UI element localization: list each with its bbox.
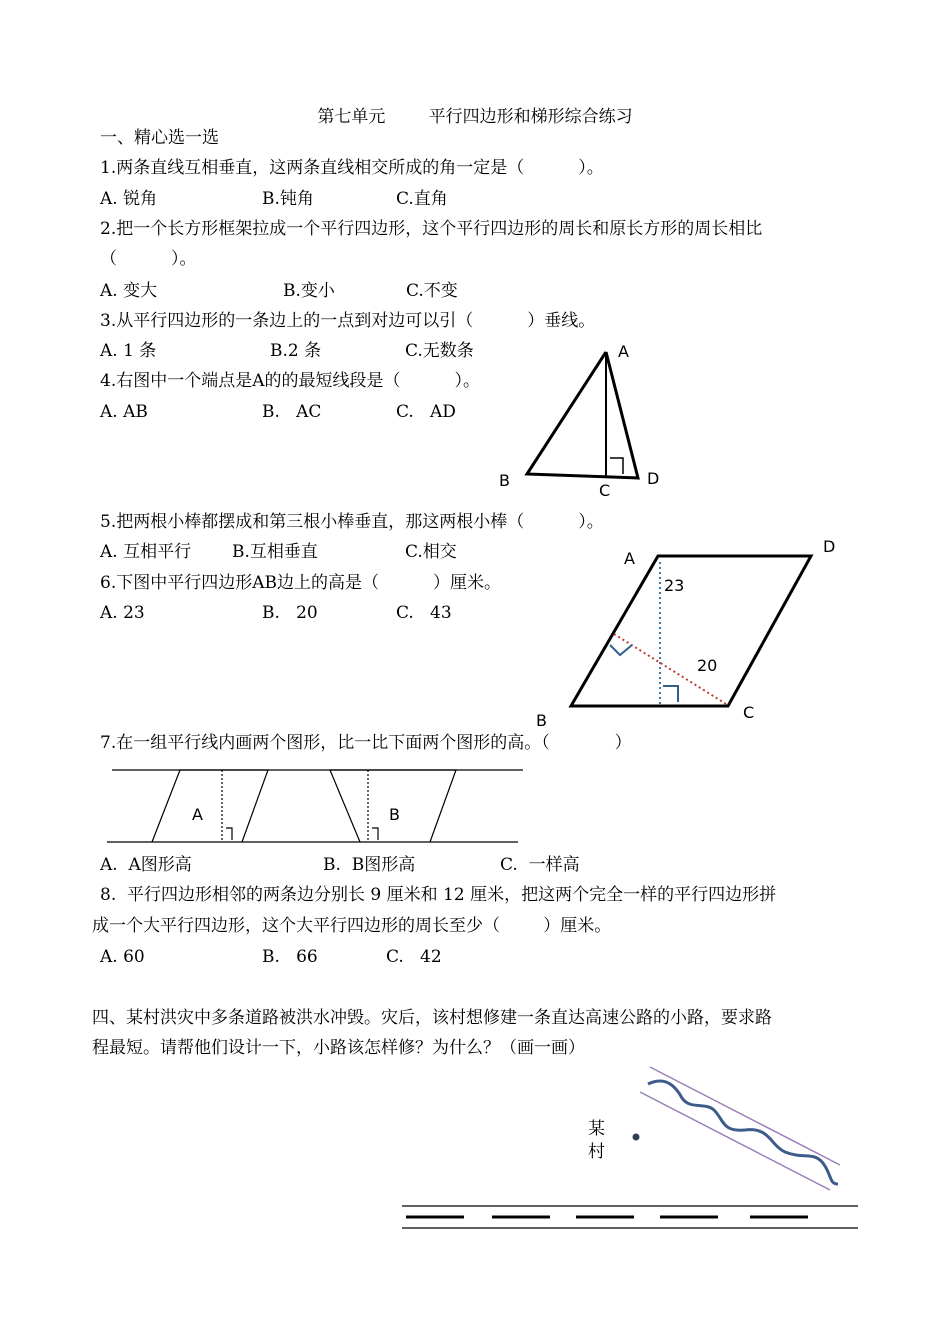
village-label-2: 村 <box>588 1142 605 1162</box>
q4-option-c: C. AD <box>396 402 456 422</box>
q6-option-a: A. 23 <box>100 603 145 623</box>
q6-label-c: C <box>743 703 755 722</box>
q4-label-b: B <box>499 471 510 490</box>
q8-text: 8. 平行四边形相邻的两条边分别长 9 厘米和 12 厘米，把这两个完全一样的平行四边形拼 <box>100 885 777 905</box>
q5-option-b: B.互相垂直 <box>232 542 318 562</box>
q4-label-a: A <box>618 342 629 361</box>
q6-right-angle-mark-1 <box>663 686 678 702</box>
q8-option-a: A. 60 <box>100 947 145 967</box>
river-bank-bottom <box>640 1092 830 1190</box>
q2-option-b: B.变小 <box>283 281 335 301</box>
page-title: 第七单元 平行四边形和梯形综合练习 <box>317 107 633 127</box>
q2-option-c: C.不变 <box>406 281 458 301</box>
q7-label-b: B <box>389 805 400 824</box>
q8-option-b: B. 66 <box>262 947 318 967</box>
village-label-1: 某 <box>588 1119 605 1139</box>
q4-label-c: C <box>599 481 611 500</box>
q6-option-b: B. 20 <box>262 603 318 623</box>
q8-option-c: C. 42 <box>386 947 442 967</box>
river-map-figure <box>402 1067 858 1228</box>
q5-option-a: A. 互相平行 <box>100 542 192 562</box>
q5-text: 5.把两根小棒都摆成和第三根小棒垂直，那这两根小棒（ ）。 <box>100 512 604 532</box>
q4-triangle-figure <box>527 352 638 478</box>
q7-option-b: B. B图形高 <box>323 855 416 875</box>
q7-text: 7.在一组平行线内画两个图形，比一比下面两个图形的高。（ ） <box>100 733 632 753</box>
q5-option-c: C.相交 <box>405 542 457 562</box>
q4-triangle <box>527 352 638 478</box>
q1-text: 1.两条直线互相垂直，这两条直线相交所成的角一定是（ ）。 <box>100 158 604 178</box>
q7-shape-a-right-angle <box>226 828 232 840</box>
section-4-text-cont: 程最短。请帮他们设计一下，小路该怎样修？为什么？（画一画） <box>92 1038 585 1058</box>
q6-label-a: A <box>624 549 635 568</box>
q4-text: 4.右图中一个端点是A的的最短线段是（ ）。 <box>100 371 481 391</box>
q7-option-a: A. A图形高 <box>100 855 192 875</box>
q2-text-cont: （ ）。 <box>100 249 197 269</box>
q3-text: 3.从平行四边形的一条边上的一点到对边可以引（ ）垂线。 <box>100 311 596 331</box>
q4-right-angle-mark <box>610 458 623 474</box>
q6-label-b: B <box>536 711 547 730</box>
q2-option-a: A. 变大 <box>100 281 158 301</box>
river <box>648 1081 838 1184</box>
q2-text: 2.把一个长方形框架拉成一个平行四边形，这个平行四边形的周长和原长方形的周长相比 <box>100 219 763 239</box>
q4-option-a: A. AB <box>100 402 148 422</box>
q3-option-c: C.无数条 <box>405 341 474 361</box>
q6-option-c: C. 43 <box>396 603 452 623</box>
q7-shape-b-right-angle <box>372 828 378 840</box>
q1-option-b: B.钝角 <box>262 189 314 209</box>
q6-parallelogram <box>571 556 811 706</box>
q1-option-a: A. 锐角 <box>100 189 158 209</box>
q6-parallelogram-figure <box>571 556 811 706</box>
river-bank-top <box>650 1067 840 1165</box>
section-heading-1: 一、精心选一选 <box>100 128 219 148</box>
q6-label-d: D <box>823 537 836 556</box>
q6-label-23: 23 <box>664 576 685 595</box>
q6-right-angle-mark-2 <box>610 645 632 655</box>
village-dot <box>633 1134 640 1141</box>
q7-option-c: C. 一样高 <box>500 855 580 875</box>
q7-shape-a <box>152 770 268 842</box>
q7-label-a: A <box>192 805 203 824</box>
q3-option-b: B.2 条 <box>270 341 322 361</box>
q7-parallel-figure <box>107 770 523 842</box>
q1-option-c: C.直角 <box>396 189 448 209</box>
q3-option-a: A. 1 条 <box>100 341 157 361</box>
q4-option-b: B. AC <box>262 402 322 422</box>
q6-text: 6.下图中平行四边形AB边上的高是（ ）厘米。 <box>100 573 502 593</box>
q8-text-cont: 成一个大平行四边形，这个大平行四边形的周长至少（ ）厘米。 <box>92 916 612 936</box>
section-4-text: 四、某村洪灾中多条道路被洪水冲毁。灾后，该村想修建一条直达高速公路的小路，要求路 <box>92 1008 772 1028</box>
q6-label-20: 20 <box>697 656 718 675</box>
q4-label-d: D <box>647 469 660 488</box>
